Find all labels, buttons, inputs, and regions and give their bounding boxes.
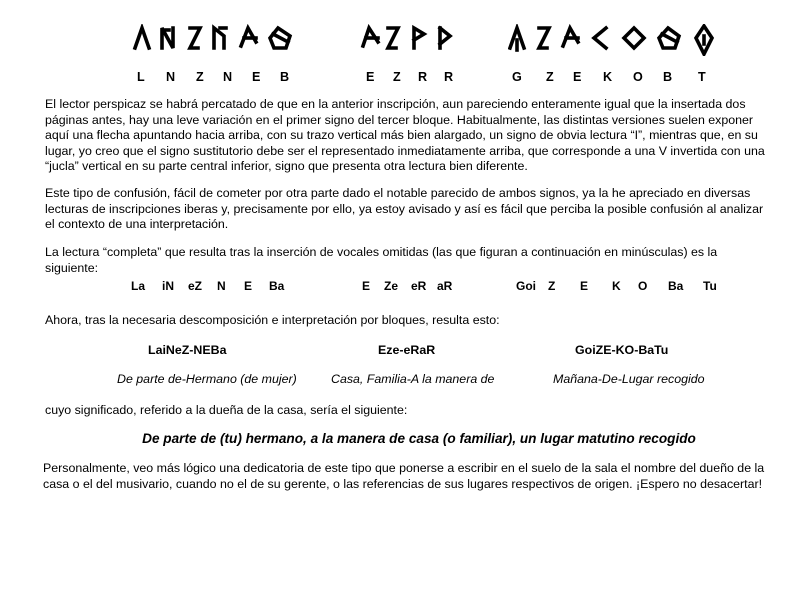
reading-syllable: O (638, 279, 648, 293)
reading-syllable: eZ (188, 279, 203, 293)
iberian-glyphs-block-1-icon (132, 24, 302, 52)
translit-letter: L (137, 70, 145, 84)
paragraph-confusion: Este tipo de confusión, fácil de cometer por otra parte dado el notable parecido de ambos signos, ya la he apreciado en diversas lecturas de inscripciones iberas y, precisamente por ello, ya estoy avisado y así es fácil que perciba la posible confusión al analizar el contexto de una interpretación. (45, 186, 764, 231)
translit-letter: R (444, 70, 454, 84)
reading-syllable: Goi (516, 279, 536, 293)
reading-syllable: eR (411, 279, 427, 293)
translit-letter: E (366, 70, 375, 84)
reading-syllable: Ze (384, 279, 399, 293)
paragraph-meaning-intro: cuyo significado, referido a la dueña de la casa, sería el siguiente: (45, 403, 408, 417)
translit-letter: N (166, 70, 176, 84)
reading-syllable: Ba (269, 279, 285, 293)
translit-letter: Z (393, 70, 401, 84)
translit-letter: R (418, 70, 428, 84)
block-translation: Casa, Familia-A la manera de (331, 372, 495, 386)
paragraph-decomposition-intro: Ahora, tras la necesaria descomposición e interpretación por bloques, resulta esto: (45, 313, 500, 327)
reading-syllable: Tu (703, 279, 717, 293)
inscription-block-3 (508, 24, 716, 52)
reading-syllable: iN (162, 279, 174, 293)
translit-letter: G (512, 70, 522, 84)
translit-letter: E (252, 70, 261, 84)
iberian-glyphs-block-3-icon (508, 24, 716, 56)
translit-letter: O (633, 70, 643, 84)
reading-syllable: aR (437, 279, 453, 293)
translit-letter: T (698, 70, 706, 84)
paragraph-full-reading-intro: La lectura “completa” que resulta tras la inserción de vocales omitidas (las que figuran a continuación en minúsculas) es la siguiente: (45, 245, 718, 275)
block-word: LaiNeZ-NEBa (148, 343, 227, 357)
meaning-sentence: De parte de (tu) hermano, a la manera de casa (o familiar), un lugar matutino recogido (142, 431, 696, 446)
block-word: Eze-eRaR (378, 343, 436, 357)
reading-syllable: E (362, 279, 371, 293)
translit-letter: B (280, 70, 290, 84)
translit-letter: N (223, 70, 233, 84)
inscription-block-1 (132, 24, 302, 52)
translit-letter: K (603, 70, 613, 84)
block-word: GoiZE-KO-BaTu (575, 343, 669, 357)
paragraph-conclusion: Personalmente, veo más lógico una dedicatoria de este tipo que ponerse a escribir en el suelo de la sala el nombre del dueño de la casa o el del musivario, cuando no el de su gerente, o las referencias de sus lugares respectivos de origen. ¡Espero no desacertar! (43, 461, 765, 491)
iberian-glyphs-block-2-icon (360, 24, 460, 52)
translit-letter: Z (546, 70, 554, 84)
reading-syllable: K (612, 279, 621, 293)
reading-syllable: N (217, 279, 226, 293)
reading-syllable: Z (548, 279, 556, 293)
inscription-block-2 (360, 24, 460, 52)
translit-letter: Z (196, 70, 204, 84)
reading-syllable: E (244, 279, 253, 293)
paragraph-variation: El lector perspicaz se habrá percatado de que en la anterior inscripción, aun pareciendo enteramente igual que la insertada dos páginas antes, hay una leve variación en el primer signo del tercer bloque. Habitualmente, las distintas versiones suelen exponer aquí una flecha apuntando hacia arriba, con su trazo vertical más bien alargado, un signo de obvia lectura “I”, mientras que, en su lugar, yo creo que el signo sustitutorio debe ser el representado inmediatamente arriba, que corresponde a una V invertida con una “jucla” vertical en su parte central inferior, signo que presenta otra lectura bien diferente. (45, 97, 765, 173)
block-translation: De parte de-Hermano (de mujer) (117, 372, 297, 386)
reading-syllable: Ba (668, 279, 684, 293)
reading-syllable: La (131, 279, 146, 293)
translit-letter: E (573, 70, 582, 84)
reading-syllable: E (580, 279, 589, 293)
block-translation: Mañana-De-Lugar recogido (553, 372, 705, 386)
translit-letter: B (663, 70, 673, 84)
